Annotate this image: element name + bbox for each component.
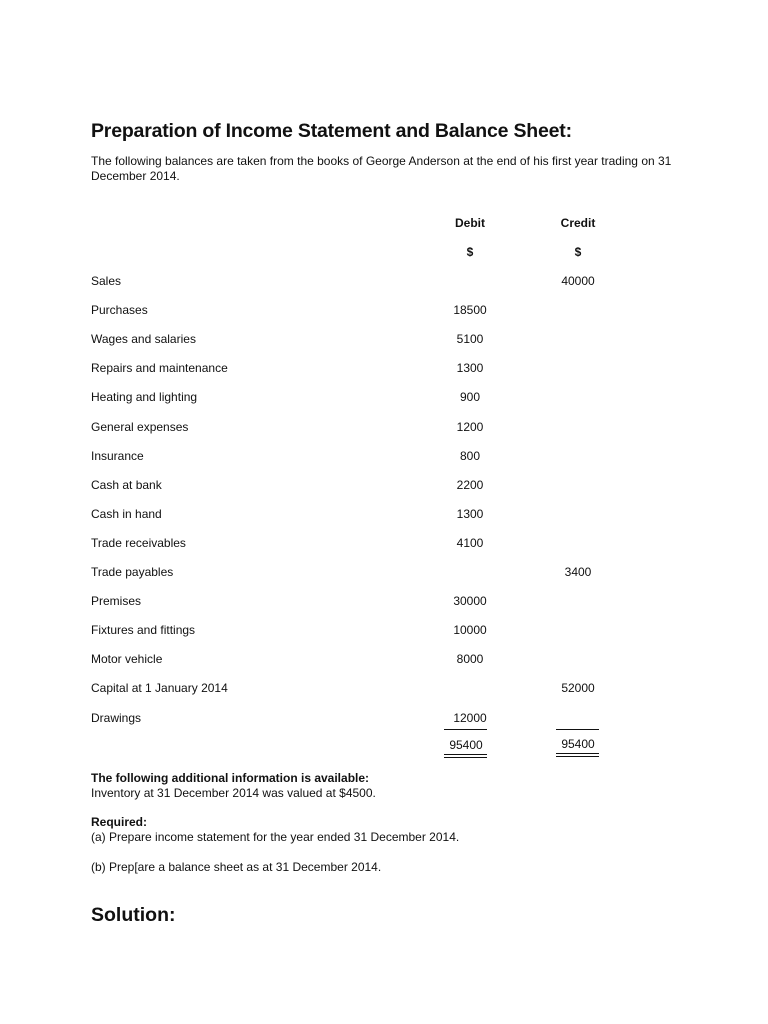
row-label: Cash at bank: [91, 478, 162, 492]
row-label: Motor vehicle: [91, 652, 163, 666]
table-row: [0, 274, 768, 290]
row-label: Wages and salaries: [91, 332, 196, 346]
debit-total-rule: [444, 729, 487, 730]
table-row: [0, 594, 768, 610]
row-label: General expenses: [91, 420, 189, 434]
row-label: Premises: [91, 594, 142, 608]
credit-total: 95400: [561, 737, 595, 751]
table-row: [0, 390, 768, 406]
row-label: Repairs and maintenance: [91, 361, 228, 375]
row-debit: 8000: [456, 652, 484, 666]
row-label: Purchases: [91, 303, 148, 317]
credit-column-header: Credit: [560, 216, 596, 230]
row-label: Trade payables: [91, 565, 174, 579]
debit-currency-header: $: [466, 245, 474, 259]
credit-total-rule: [556, 729, 599, 730]
table-row: [0, 652, 768, 668]
table-row: [0, 536, 768, 552]
row-debit: 1300: [456, 507, 484, 521]
debit-double-rule: [444, 754, 487, 758]
row-debit: 1200: [456, 420, 484, 434]
table-row: [0, 303, 768, 319]
row-credit: 40000: [561, 274, 595, 288]
row-credit: 3400: [564, 565, 592, 579]
debit-column-header: Debit: [455, 216, 485, 230]
row-label: Cash in hand: [91, 507, 162, 521]
table-row: [0, 565, 768, 581]
table-row: [0, 420, 768, 436]
additional-info-text: Inventory at 31 December 2014 was valued at $4500.: [91, 786, 376, 800]
table-row: [0, 478, 768, 494]
row-debit: 12000: [453, 711, 487, 725]
table-row: [0, 361, 768, 377]
table-row: [0, 623, 768, 639]
additional-info-heading: The following additional information is available:: [91, 771, 370, 785]
required-section: [91, 815, 459, 845]
row-debit: 800: [459, 449, 481, 463]
table-row: [0, 332, 768, 348]
table-row: [0, 711, 768, 727]
credit-currency-header: $: [574, 245, 582, 259]
row-debit: 4100: [456, 536, 484, 550]
solution-heading: Solution:: [91, 904, 176, 926]
intro-paragraph: The following balances are taken from the books of George Anderson at the end of his first year trading on 31 December 2014.: [91, 154, 672, 183]
table-row: [0, 507, 768, 523]
credit-double-rule: [556, 753, 599, 757]
row-label: Insurance: [91, 449, 144, 463]
row-label: Trade receivables: [91, 536, 186, 550]
table-row: [0, 449, 768, 465]
table-row: [0, 681, 768, 697]
row-debit: 1300: [456, 361, 484, 375]
row-label: Drawings: [91, 711, 142, 725]
row-label: Sales: [91, 274, 122, 288]
row-label: Heating and lighting: [91, 390, 198, 404]
row-debit: 18500: [453, 303, 487, 317]
additional-info: [91, 771, 376, 801]
row-credit: 52000: [561, 681, 595, 695]
row-label: Fixtures and fittings: [91, 623, 196, 637]
required-heading: Required:: [91, 815, 148, 829]
page-title: Preparation of Income Statement and Balance Sheet:: [91, 120, 572, 142]
row-debit: 900: [459, 390, 481, 404]
row-debit: 10000: [453, 623, 487, 637]
required-item-a: (a) Prepare income statement for the year ended 31 December 2014.: [91, 830, 460, 844]
debit-total: 95400: [449, 738, 483, 752]
row-label: Capital at 1 January 2014: [91, 681, 228, 695]
row-debit: 2200: [456, 478, 484, 492]
row-debit: 30000: [453, 594, 487, 608]
row-debit: 5100: [456, 332, 484, 346]
required-item-b: (b) Prep[are a balance sheet as at 31 December 2014.: [91, 860, 382, 874]
